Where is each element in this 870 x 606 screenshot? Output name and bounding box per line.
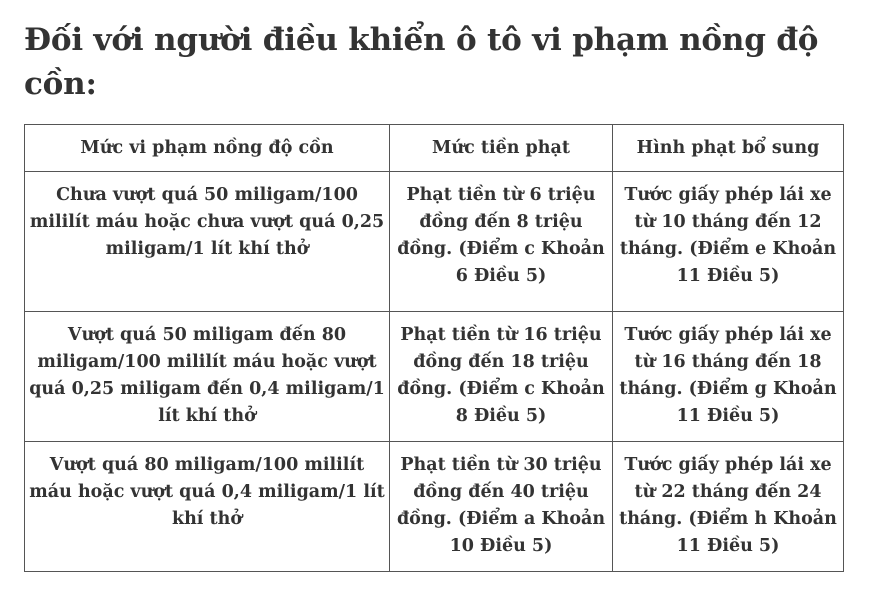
header-fine-amount: Mức tiền phạt	[390, 125, 613, 172]
additional-penalty-text: Tước giấy phép lái xe từ 22 tháng đến 24 tháng. (Điểm h Khoản 11 Điều 5)	[619, 455, 837, 556]
fines-table	[24, 124, 844, 572]
header-additional-penalty: Hình phạt bổ sung	[613, 125, 844, 172]
violation-text: Chưa vượt quá 50 miligam/100 mililít máu hoặc chưa vượt quá 0,25 miligam/1 lít khí thở	[29, 185, 385, 259]
fine-cell	[390, 172, 613, 312]
violation-cell	[25, 442, 390, 572]
table-row	[25, 172, 844, 312]
page-heading: Đối với người điều khiển ô tô vi phạm nồng độ cồn:	[24, 22, 819, 102]
fine-text: Phạt tiền từ 6 triệu đồng đến 8 triệu đồng. (Điểm c Khoản 6 Điều 5)	[397, 185, 605, 286]
additional-penalty-cell	[613, 312, 844, 442]
violation-cell	[25, 312, 390, 442]
fine-cell	[390, 442, 613, 572]
table-row	[25, 312, 844, 442]
additional-penalty-cell	[613, 442, 844, 572]
table-row	[25, 442, 844, 572]
header-violation-level: Mức vi phạm nồng độ cồn	[25, 125, 390, 172]
violation-cell	[25, 172, 390, 312]
table-header-row	[25, 125, 844, 172]
fine-text: Phạt tiền từ 16 triệu đồng đến 18 triệu đồng. (Điểm c Khoản 8 Điều 5)	[397, 325, 605, 426]
additional-penalty-cell	[613, 172, 844, 312]
additional-penalty-text: Tước giấy phép lái xe từ 16 tháng đến 18 tháng. (Điểm g Khoản 11 Điều 5)	[619, 325, 837, 426]
violation-text: Vượt quá 50 miligam đến 80 miligam/100 mililít máu hoặc vượt quá 0,25 miligam đến 0,4 miligam/1 lít khí thở	[29, 325, 385, 426]
fine-cell	[390, 312, 613, 442]
violation-text: Vượt quá 80 miligam/100 mililít máu hoặc vượt quá 0,4 miligam/1 lít khí thở	[29, 455, 385, 529]
additional-penalty-text: Tước giấy phép lái xe từ 10 tháng đến 12 tháng. (Điểm e Khoản 11 Điều 5)	[619, 185, 837, 286]
fine-text: Phạt tiền từ 30 triệu đồng đến 40 triệu đồng. (Điểm a Khoản 10 Điều 5)	[396, 455, 606, 556]
